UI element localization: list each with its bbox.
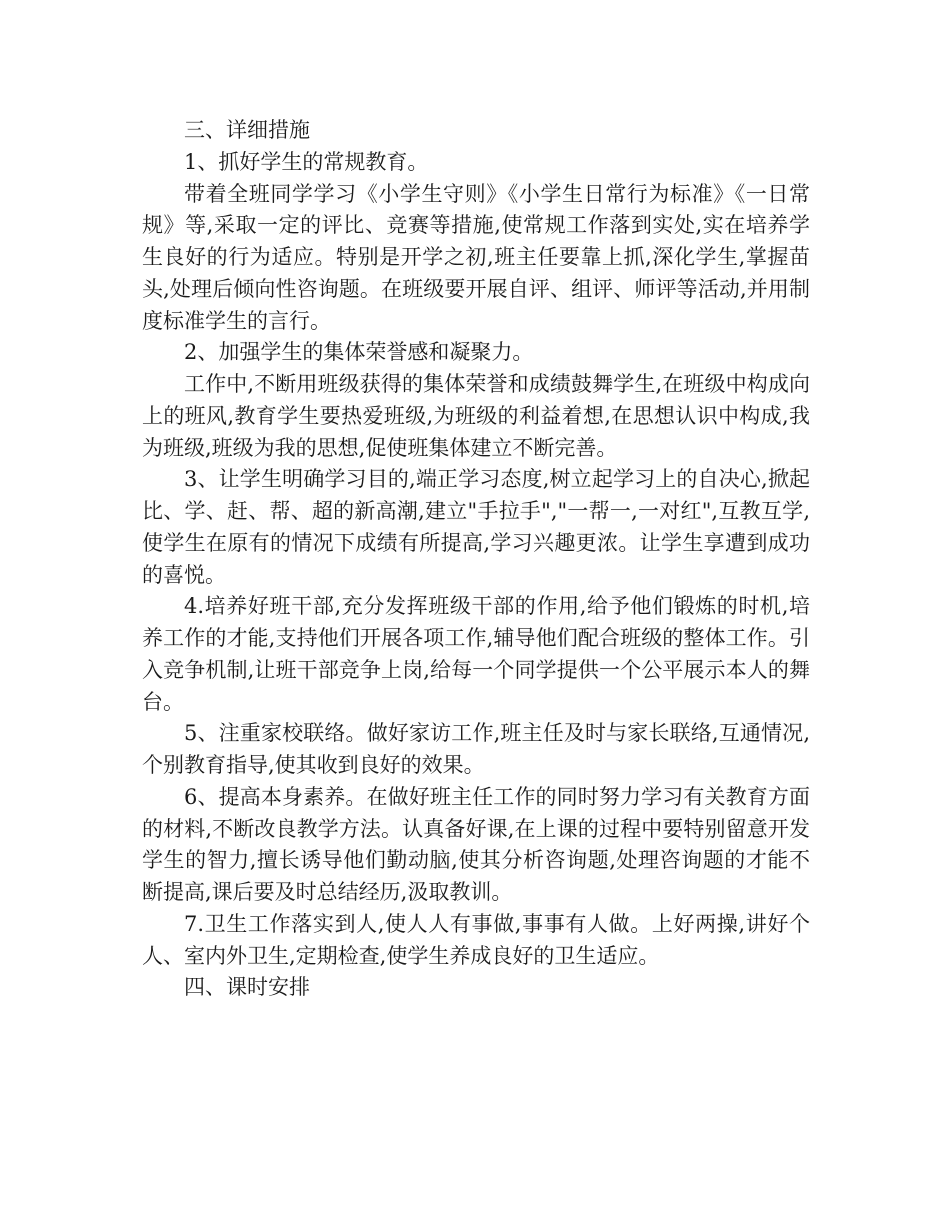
section-heading-measures: 三、详细措施 [184,118,310,142]
section-heading-schedule: 四、课时安排 [184,975,310,1000]
item-heading-1: 1、抓好学生的常规教育。 [184,149,429,174]
item-paragraph-4: 4.培养好班干部,充分发挥班级干部的作用,给予他们锻炼的时机,培养工作的才能,支持他们开展各项工作,辅导他们配合班级的整体工作。引入竞争机制,让班干部竞争上岗,给每一个同学提供一个公平展示本人的舞台。 [142,594,810,714]
body-paragraph-2: 工作中,不断用班级获得的集体荣誉和成绩鼓舞学生,在班级中构成向上的班风,教育学生要热爱班级,为班级的利益着想,在思想认识中构成,我为班级,班级为我的思想,促使班集体建立不断完善。 [142,372,810,460]
item-paragraph-3: 3、让学生明确学习目的,端正学习态度,树立起学习上的自决心,掀起比、学、赶、帮、超的新高潮,建立"手拉手","一帮一,一对红",互教互学,使学生在原有的情况下成绩有所提高,学习兴趣更浓。让学生享遭到成功的喜悦。 [142,467,810,587]
item-heading-2: 2、加强学生的集体荣誉感和凝聚力。 [184,340,534,365]
item-paragraph-5: 5、注重家校联络。做好家访工作,班主任及时与家长联络,互通情况,个别教育指导,使其收到良好的效果。 [142,721,810,777]
item-paragraph-7: 7.卫生工作落实到人,使人人有事做,事事有人做。上好两操,讲好个人、室内外卫生,定期检查,使学生养成良好的卫生适应。 [142,911,810,968]
document-page [142,115,810,1004]
item-paragraph-6: 6、提高本身素养。在做好班主任工作的同时努力学习有关教育方面的材料,不断改良教学方法。认真备好课,在上课的过程中要特别留意开发学生的智力,擅长诱导他们勤动脑,使其分析咨询题,处理咨询题的才能不断提高,课后要及时总结经历,汲取教训。 [142,784,810,904]
body-paragraph-1: 带着全班同学学习《小学生守则》《小学生日常行为标准》《一日常规》等,采取一定的评比、竞赛等措施,使常规工作落到实处,实在培养学生良好的行为适应。特别是开学之初,班主任要靠上抓,深化学生,掌握苗头,处理后倾向性咨询题。在班级要开展自评、组评、师评等活动,并用制度标准学生的言行。 [142,181,810,333]
